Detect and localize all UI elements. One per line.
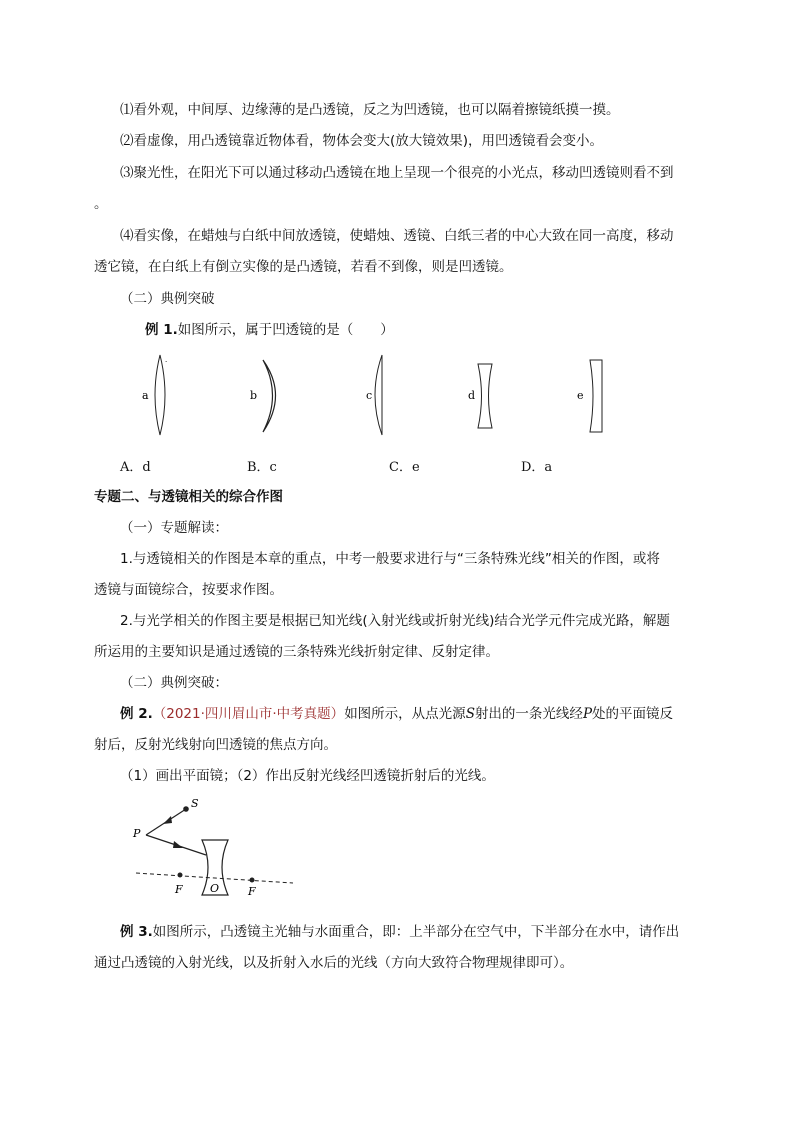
- example-2-text-a: 如图所示，从点光源: [344, 706, 466, 722]
- example-2-label: 例 2.: [120, 706, 153, 722]
- example-3-line-2: 通过凸透镜的入射光线，以及折射入水后的光线（方向大致符合物理规律即可）。: [94, 955, 574, 971]
- lens-figure: [130, 350, 620, 445]
- label-f-left: F: [175, 883, 183, 896]
- lens-b-meniscus: [250, 360, 276, 432]
- topic-2-title: 专题二、与透镜相关的综合作图: [94, 489, 283, 505]
- option-d: D．a: [521, 460, 553, 475]
- lens-label-d: d: [468, 389, 476, 402]
- example-2-s: S: [465, 706, 475, 722]
- intro-paragraph-2: ⑵看虚像，用凸透镜靠近物体看，物体会变大(放大镜效果)，用凹透镜看会变小。: [120, 133, 604, 149]
- lens-e-planoconcave: [577, 360, 602, 432]
- example-1-label: 例 1.: [145, 322, 178, 338]
- reflected-ray-arrow: [173, 841, 183, 848]
- example-2-line-2: 射后，反射光线射向凹透镜的焦点方向。: [94, 737, 337, 753]
- example-2-tasks: （1）画出平面镜；（2）作出反射光线经凹透镜折射后的光线。: [120, 768, 495, 784]
- example-2-text-b: 射出的一条光线经: [474, 706, 583, 722]
- topic-2-paragraph-1-line-2: 透镜与面镜综合，按要求作图。: [94, 582, 283, 598]
- example-2-diagram: [128, 795, 308, 900]
- lens-label-c: c: [366, 389, 373, 402]
- focal-point-left: [178, 873, 183, 878]
- label-f-right: F: [248, 885, 256, 898]
- section-heading-examples: （二）典例突破: [120, 291, 215, 307]
- intro-paragraph-1: ⑴看外观，中间厚、边缘薄的是凸透镜，反之为凹透镜，也可以隔着擦镜纸摸一摸。: [120, 102, 620, 118]
- example-1-question: [145, 320, 394, 340]
- option-a: A．d: [120, 460, 151, 475]
- option-c: C．e: [389, 460, 420, 475]
- intro-paragraph-4-line-1: ⑷看实像，在蜡烛与白纸中间放透镜，使蜡烛、透镜、白纸三者的中心大致在同一高度，移动: [120, 228, 674, 244]
- example-1-text: 如图所示，属于凹透镜的是（ ）: [177, 322, 394, 338]
- topic-2-paragraph-2-line-2: 所运用的主要知识是通过透镜的三条特殊光线折射定律、反射定律。: [94, 644, 499, 660]
- topic-2-subheading-2: （二）典例突破：: [120, 675, 228, 691]
- topic-2-paragraph-2-line-1: 2.与光学相关的作图主要是根据已知光线(入射光线或折射光线)结合光学元件完成光路，解题: [120, 613, 670, 629]
- intro-paragraph-3-line-2: 。: [94, 196, 108, 212]
- example-3-text: 如图所示，凸透镜主光轴与水面重合，即：上半部分在空气中，下半部分在水中，请作出: [152, 924, 680, 940]
- label-p: P: [133, 827, 141, 840]
- intro-paragraph-3-line-1: ⑶聚光性，在阳光下可以通过移动凸透镜在地上呈现一个很亮的小光点，移动凹透镜则看不到: [120, 165, 674, 181]
- focal-point-right: [250, 878, 255, 883]
- label-s: S: [191, 797, 199, 810]
- example-3-label: 例 3.: [120, 924, 153, 940]
- example-3-line-1: [120, 922, 679, 942]
- option-b: B．c: [247, 460, 277, 475]
- topic-2-paragraph-1-line-1: 1.与透镜相关的作图是本章的重点，中考一般要求进行与“三条特殊光线”相关的作图，或将: [120, 551, 660, 567]
- incident-ray-arrow: [163, 816, 172, 824]
- svg-text:·: ·: [165, 358, 168, 366]
- lens-label-b: b: [250, 389, 258, 402]
- example-2-line-1: [120, 704, 673, 724]
- lens-c-planoconvex: [366, 355, 382, 435]
- topic-2-subheading: （一）专题解读：: [120, 520, 228, 536]
- lens-a-biconvex: [142, 355, 167, 435]
- example-2-text-c: 处的平面镜反: [592, 706, 674, 722]
- intro-paragraph-4-line-2: 透它镜，在白纸上有倒立实像的是凸透镜，若看不到像，则是凹透镜。: [94, 259, 513, 275]
- example-2-p: P: [582, 706, 593, 722]
- point-s: [183, 806, 189, 812]
- label-o: O: [210, 882, 220, 895]
- lens-d-biconcave: [468, 364, 492, 428]
- lens-label-a: a: [142, 389, 149, 402]
- lens-label-e: e: [577, 389, 584, 402]
- example-2-source: （2021·四川眉山市·中考真题）: [152, 706, 345, 722]
